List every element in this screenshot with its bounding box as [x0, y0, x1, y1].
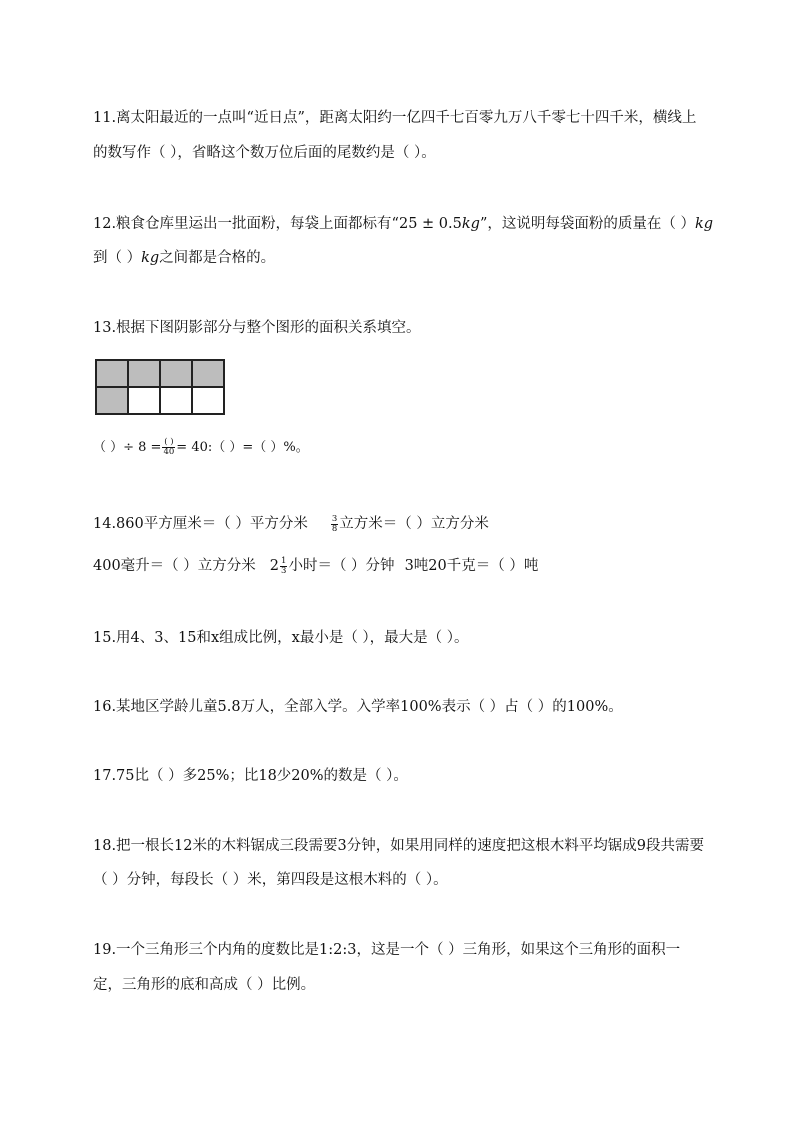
- q14-fraction-num: 3: [331, 513, 338, 524]
- q11-line-1: 11.离太阳最近的一点叫“近日点”，距离太阳约一亿四千七百零九万八千零七十四千米，横线上: [93, 110, 697, 126]
- q14-line-2: [93, 556, 538, 576]
- q15-text: 15.用4、3、15和x组成比例，x最小是（ ），最大是（ ）。: [93, 630, 469, 646]
- grid-cell-shaded: [96, 360, 128, 387]
- q12-unit: kg: [694, 216, 714, 232]
- q12-text-d: 之间都是合格的。: [159, 250, 276, 266]
- grid-row: [96, 360, 224, 387]
- q14-mixed-int: 2: [269, 558, 280, 574]
- q14-text-e: 3吨20千克＝（ ）吨: [404, 558, 539, 574]
- q12-text-a: 12.粮食仓库里运出一批面粉，每袋上面都标有“25 ± 0.5: [93, 216, 462, 232]
- q13-eq-a: （ ）÷ 8 =: [93, 440, 162, 455]
- grid-cell-empty: [192, 387, 224, 414]
- q14-fraction-den: 8: [331, 523, 338, 534]
- grid-cell-shaded: [96, 387, 128, 414]
- q14-fraction-den: 3: [281, 565, 287, 576]
- q14-text-b: 立方米＝（ ）立方分米: [339, 516, 489, 532]
- q14-fraction-1-3: [280, 557, 287, 576]
- q11-line-2: 的数写作（ ），省略这个数万位后面的尾数约是（ ）。: [93, 145, 436, 161]
- shaded-grid-figure: [95, 359, 225, 415]
- q12-text-b: ”，这说明每袋面粉的质量在（ ）: [479, 216, 695, 232]
- q13-fraction-den: 40: [163, 447, 175, 457]
- grid-row: [96, 387, 224, 414]
- q13-eq-b: = 40:（ ）=（ ）%。: [176, 440, 309, 455]
- q12-line-1: [93, 214, 713, 234]
- q13-fraction-num: ( ): [164, 437, 174, 447]
- grid-cell-shaded: [128, 360, 160, 387]
- q18-line-2: （ ）分钟，每段长（ ）米，第四段是这根木料的（ ）。: [93, 872, 448, 888]
- q16-text: 16.某地区学龄儿童5.8万人，全部入学。入学率100%表示（ ）占（ ）的100%。: [93, 699, 623, 715]
- q12-unit: kg: [141, 250, 160, 266]
- q14-text-a: 14.860平方厘米＝（ ）平方分米: [93, 516, 308, 532]
- grid-cell-empty: [128, 387, 160, 414]
- q19-line-1: 19.一个三角形三个内角的度数比是1:2:3，这是一个（ ）三角形，如果这个三角形的面积一: [93, 942, 681, 958]
- grid-cell-shaded: [160, 360, 192, 387]
- q14-fraction-num: 1: [281, 555, 287, 566]
- q12-unit: kg: [461, 216, 480, 232]
- grid-cell-empty: [160, 387, 192, 414]
- q18-line-1: 18.把一根长12米的木料锯成三段需要3分钟，如果用同样的速度把这根木料平均锯成9段共需要: [93, 838, 704, 854]
- q14-fraction-3-8: [331, 515, 338, 534]
- q14-text-c: 400毫升＝（ ）立方分米: [93, 558, 256, 574]
- q14-line-1: [93, 514, 489, 534]
- q17-text: 17.75比（ ）多25%；比18少20%的数是（ ）。: [93, 768, 408, 784]
- q13-title: 13.根据下图阴影部分与整个图形的面积关系填空。: [93, 320, 421, 336]
- q12-line-2: [93, 248, 275, 268]
- q12-text-c: 到（ ）: [93, 250, 142, 266]
- q14-text-d: 小时＝（ ）分钟: [288, 558, 395, 574]
- q19-line-2: 定，三角形的底和高成（ ）比例。: [93, 977, 316, 993]
- q13-fraction: [162, 438, 175, 457]
- grid-cell-shaded: [192, 360, 224, 387]
- q13-equation: [93, 438, 309, 458]
